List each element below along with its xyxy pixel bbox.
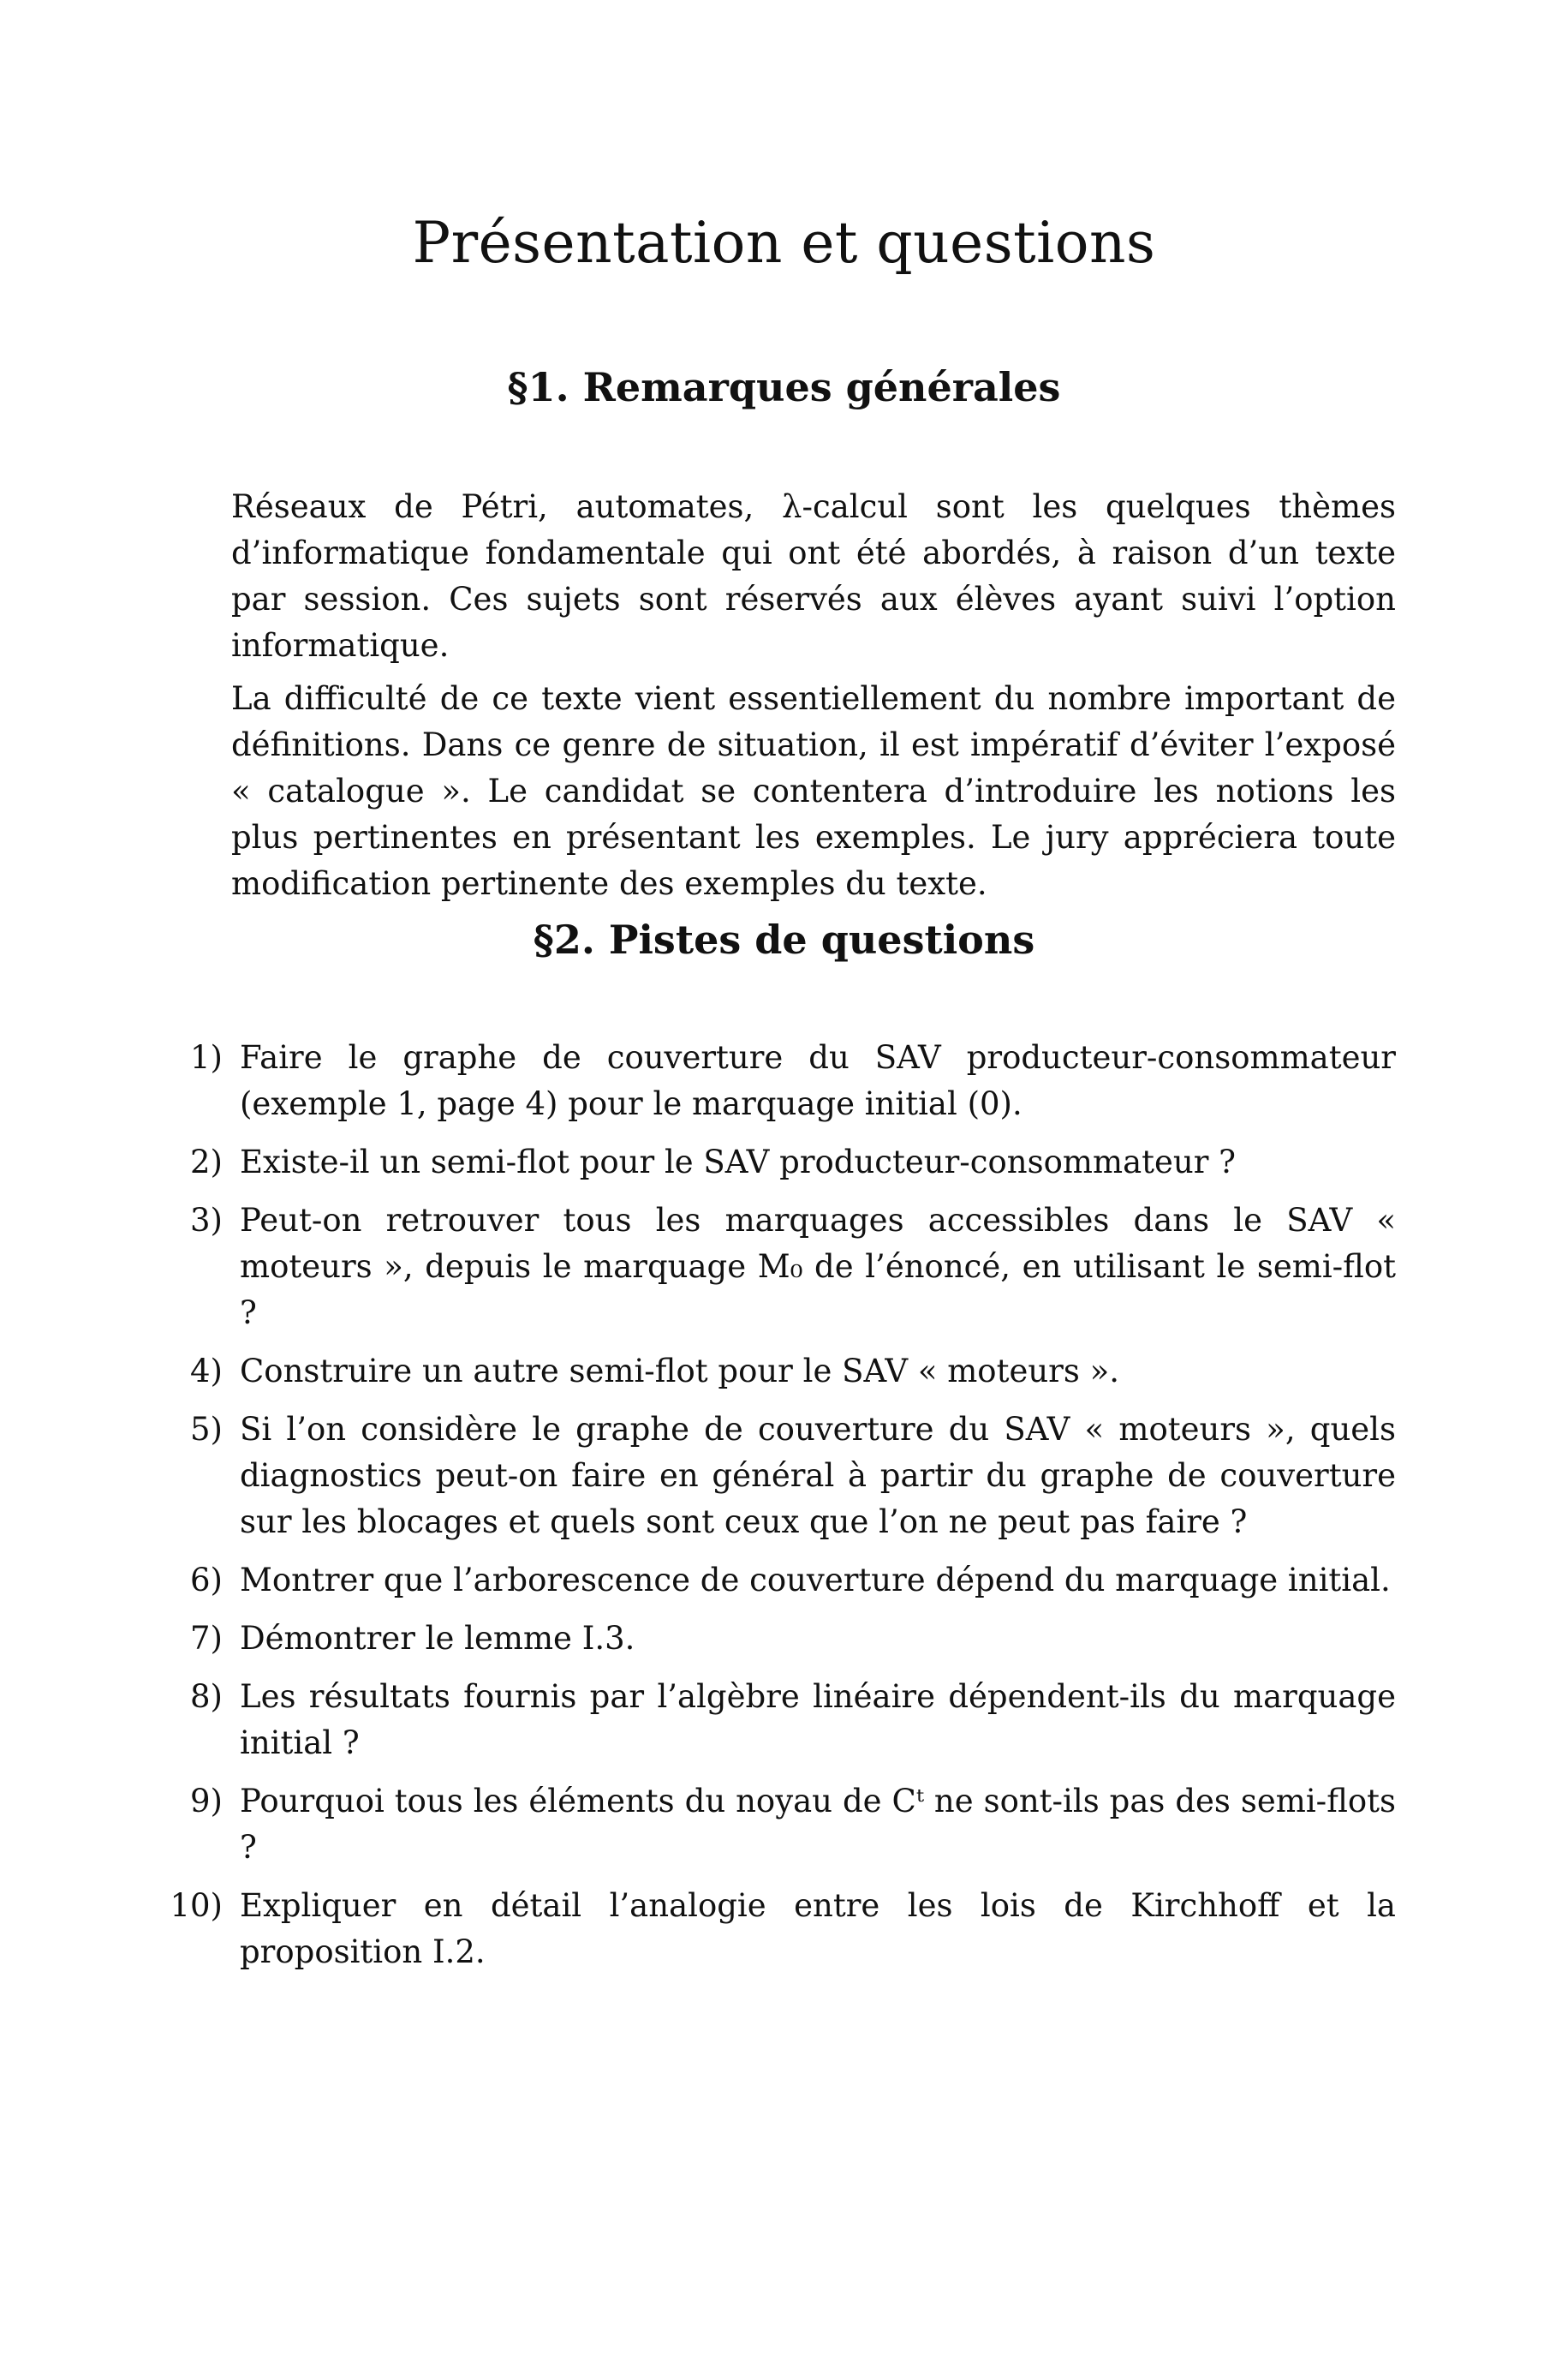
question-item <box>163 1616 1396 1662</box>
paragraph: La difficulté de ce texte vient essentiellement du nombre important de définitions. Dans ce genre de situation, il est impératif d’éviter l’exposé « catalogue ». Le candidat se contentera d’introduire les notions les plus pertinentes en présentant les exemples. Le jury appréciera toute modification pertinente des exemples du texte. <box>231 680 1396 902</box>
question-item <box>163 1035 1396 1127</box>
question-item <box>163 1348 1396 1395</box>
questions-list <box>163 1035 1396 1987</box>
question-text: Les résultats fournis par l’algèbre linéaire dépendent-ils du marquage initial ? <box>240 1678 1396 1761</box>
question-text: Pourquoi tous les éléments du noyau de Cᵗ ne sont-ils pas des semi-flots ? <box>240 1783 1396 1866</box>
question-number: 4) <box>190 1353 223 1389</box>
question-number: 8) <box>190 1678 223 1715</box>
question-number: 9) <box>190 1783 223 1819</box>
question-text: Démontrer le lemme I.3. <box>240 1620 635 1657</box>
question-item <box>163 1139 1396 1186</box>
question-text: Si l’on considère le graphe de couverture du SAV « moteurs », quels diagnostics peut-on faire en général à partir du graphe de couverture sur les blocages et quels sont ceux que l’on ne peut pas faire ? <box>240 1411 1396 1540</box>
question-item <box>163 1883 1396 1975</box>
section-1-body <box>231 484 1396 914</box>
question-text: Faire le graphe de couverture du SAV producteur-consommateur (exemple 1, page 4) pour le marquage initial (0). <box>240 1039 1396 1122</box>
question-item <box>163 1407 1396 1545</box>
question-number: 5) <box>190 1411 223 1448</box>
question-text: Expliquer en détail l’analogie entre les lois de Kirchhoff et la proposition I.2. <box>240 1887 1396 1970</box>
question-number: 3) <box>190 1202 223 1239</box>
question-number: 10) <box>170 1887 223 1924</box>
section-1-heading: §1. Remarques générales <box>507 364 1061 410</box>
question-text: Montrer que l’arborescence de couverture dépend du marquage initial. <box>240 1562 1391 1598</box>
question-item <box>163 1778 1396 1871</box>
question-item <box>163 1557 1396 1604</box>
section-2-heading: §2. Pistes de questions <box>533 917 1035 963</box>
question-text: Construire un autre semi-flot pour le SAV « moteurs ». <box>240 1353 1120 1389</box>
question-item <box>163 1674 1396 1766</box>
page-title: Présentation et questions <box>412 210 1156 276</box>
question-number: 6) <box>190 1562 223 1598</box>
question-text: Existe-il un semi-flot pour le SAV producteur-consommateur ? <box>240 1144 1237 1180</box>
question-item <box>163 1198 1396 1336</box>
question-text: Peut-on retrouver tous les marquages accessibles dans le SAV « moteurs », depuis le marquage M₀ de l’énoncé, en utilisant le semi-flot ? <box>240 1202 1396 1331</box>
question-number: 1) <box>190 1039 223 1076</box>
question-number: 2) <box>190 1144 223 1180</box>
question-number: 7) <box>190 1620 223 1657</box>
paragraph: Réseaux de Pétri, automates, λ-calcul sont les quelques thèmes d’informatique fondamentale qui ont été abordés, à raison d’un texte par session. Ces sujets sont réservés aux élèves ayant suivi l’option informatique. <box>231 488 1396 664</box>
